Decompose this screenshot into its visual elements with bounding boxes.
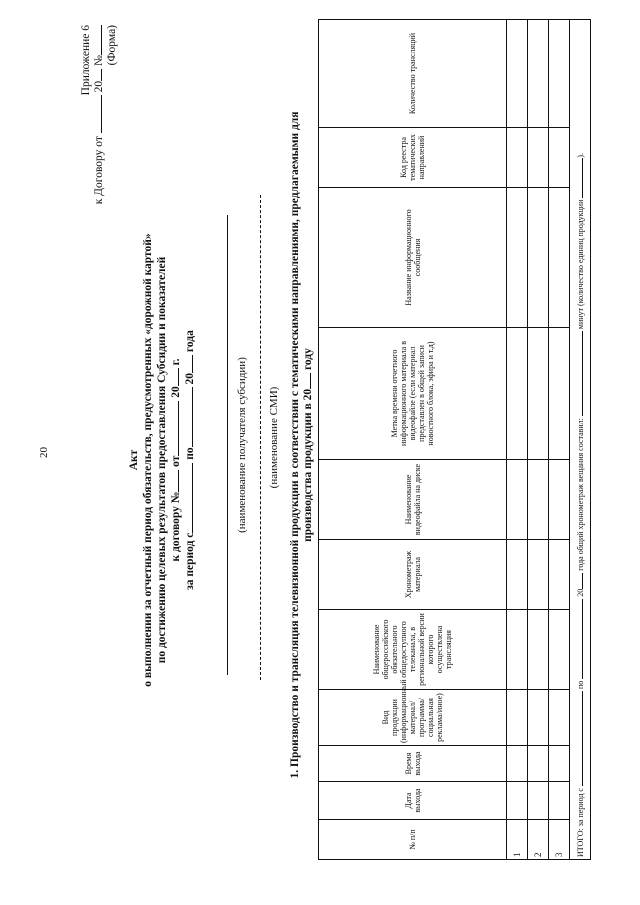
col-header: Дата выхода <box>319 782 507 820</box>
section-title-line-1: 1. Производство и трансляция телевизионной продукции в соответствии с тематическими направлениями, предлагаемыми для <box>289 111 301 779</box>
col-header: № п/п <box>319 820 507 860</box>
col-header: Наименование видеофайла на диске <box>319 460 507 540</box>
col-header: Количество трансляций <box>319 20 507 128</box>
col-header: Вид продукции (информационный материал/ программа/социальная реклама/иное) <box>319 690 507 746</box>
form-label: (Форма) <box>106 25 118 66</box>
table-header-row <box>319 20 507 860</box>
recipient-caption: (наименование получателя субсидии) <box>236 357 248 533</box>
smi-name-line <box>260 195 261 680</box>
total-summary: ИТОГО: за период с по 20 года общий хронометраж вещания составил: минут (количество единиц продукции ). <box>570 20 591 860</box>
appendix-label: Приложение 6 <box>80 25 92 96</box>
page-number: 20 <box>38 447 50 458</box>
col-header: Код реестра тематических направлений <box>319 128 507 188</box>
appendix-block <box>80 25 119 215</box>
col-header: Время выхода <box>319 746 507 782</box>
appendix-contract-line: к Договору от 20 № <box>93 25 106 215</box>
col-header: Наименование общероссийского обязательного общедоступного телеканала, в региональной версии которого осуществлена трансляция <box>319 610 507 690</box>
total-row <box>570 20 591 860</box>
row-number: 2 <box>528 820 549 860</box>
production-table <box>318 19 591 860</box>
act-heading: Акт <box>128 449 140 471</box>
act-title-line-1: о выполнении за отчетный период обязательств, предусмотренных «дорожной картой» <box>142 233 154 687</box>
section-title <box>289 25 315 865</box>
section-title-line-2: производства продукции в 20 году <box>302 348 314 542</box>
act-title-line-2: по достижению целевых результатов предоставления Субсидии и показателей <box>156 256 168 664</box>
recipient-name-line <box>227 215 228 675</box>
table-row <box>528 20 549 860</box>
col-header: Метка времени отчетного информационного материала в видеофайле (если материал представлен в общей записи новостного блока, эфира и т.д) <box>319 328 507 460</box>
act-title-block <box>127 135 197 785</box>
smi-caption: (наименование СМИ) <box>268 386 280 489</box>
row-number: 3 <box>549 820 570 860</box>
col-header: Хронометраж материала <box>319 540 507 610</box>
table-row <box>507 20 528 860</box>
table-row <box>549 20 570 860</box>
contract-number-line: к договору № от 20 г. <box>170 358 182 562</box>
row-number: 1 <box>507 820 528 860</box>
period-line: за период с по 20 года <box>184 330 196 590</box>
col-header: Название информационного сообщения <box>319 188 507 328</box>
